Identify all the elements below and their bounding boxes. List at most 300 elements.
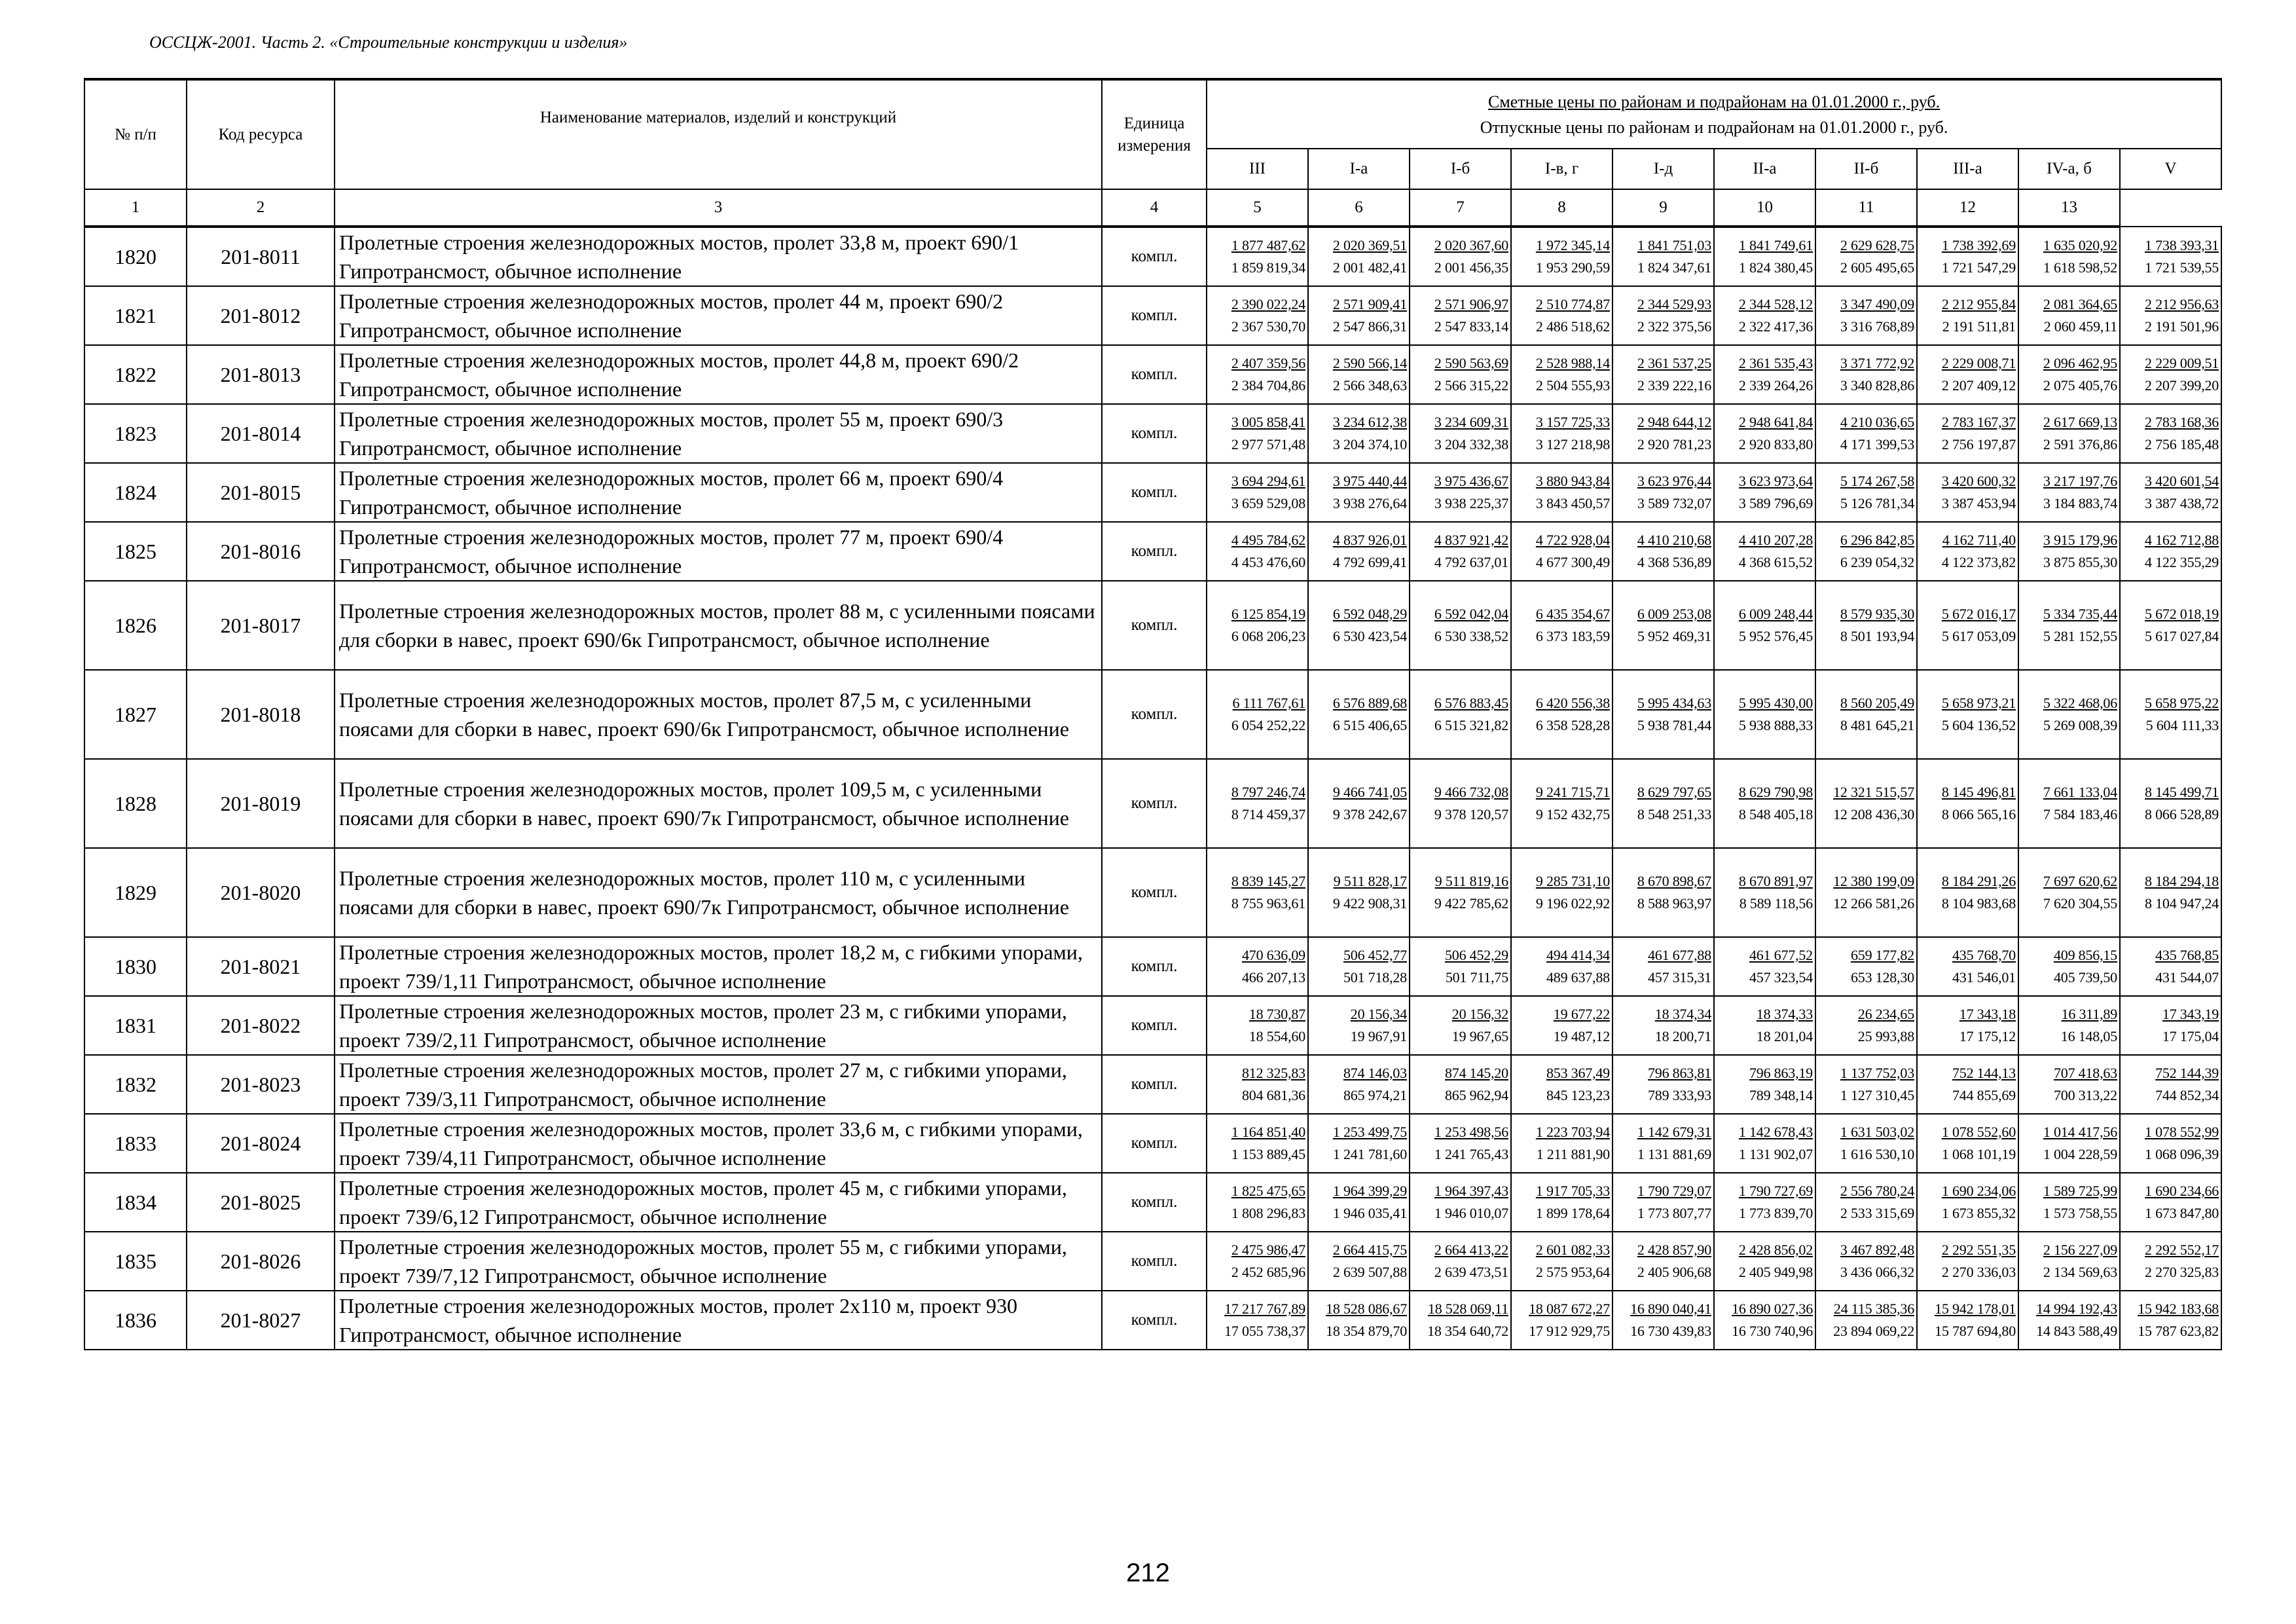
table-row [84, 759, 2221, 848]
release-price: 6 054 252,22 [1231, 717, 1305, 733]
price-cell [1410, 1291, 1511, 1350]
estimate-price: 1 825 475,65 [1231, 1183, 1305, 1199]
release-price: 2 533 315,69 [1840, 1205, 1914, 1221]
release-price: 18 354 640,72 [1427, 1323, 1508, 1339]
release-price: 5 281 152,55 [2043, 628, 2117, 644]
estimate-price: 16 890 040,41 [1630, 1301, 1711, 1317]
header-num: № п/п [84, 79, 187, 189]
price-cell [2120, 286, 2221, 345]
price-cell [1410, 463, 1511, 522]
release-price: 2 452 685,96 [1231, 1264, 1305, 1280]
price-cell [1308, 522, 1410, 581]
estimate-price: 8 629 797,65 [1637, 784, 1711, 800]
release-price: 4 792 637,01 [1434, 554, 1508, 570]
release-price: 3 387 438,72 [2145, 495, 2219, 511]
estimate-price: 1 078 552,60 [1941, 1124, 2016, 1140]
estimate-price: 494 414,34 [1546, 947, 1610, 963]
release-price: 2 566 348,63 [1332, 377, 1407, 394]
estimate-price: 6 592 048,29 [1332, 606, 1407, 622]
unit-of-measure: компл. [1102, 996, 1207, 1055]
release-price: 1 946 035,41 [1332, 1205, 1407, 1221]
release-price: 405 739,50 [2053, 969, 2117, 986]
price-cell [1511, 759, 1613, 848]
estimate-price: 2 664 413,22 [1434, 1242, 1508, 1258]
estimate-price: 9 511 828,17 [1333, 873, 1407, 889]
price-cell [2120, 1055, 2221, 1114]
resource-code: 201-8021 [187, 937, 335, 996]
release-price: 15 787 694,80 [1935, 1323, 2016, 1339]
price-cell [2120, 1291, 2221, 1350]
estimate-price: 14 994 192,43 [2036, 1301, 2117, 1317]
column-number: 11 [1815, 189, 1917, 227]
row-number: 1820 [84, 227, 187, 286]
price-cell [2120, 227, 2221, 286]
estimate-price: 1 078 552,99 [2145, 1124, 2219, 1140]
release-price: 1 824 347,61 [1637, 259, 1711, 276]
table-row [84, 581, 2221, 670]
release-price: 25 993,88 [1857, 1028, 1914, 1044]
price-cell [1410, 1114, 1511, 1173]
release-price: 1 953 290,59 [1535, 259, 1610, 276]
price-cell [1714, 345, 1815, 404]
estimate-price: 3 623 976,44 [1637, 473, 1711, 489]
release-price: 8 548 251,33 [1637, 806, 1711, 822]
estimate-price: 16 890 027,36 [1732, 1301, 1813, 1317]
price-cell [1207, 345, 1308, 404]
unit-of-measure: компл. [1102, 404, 1207, 463]
estimate-price: 2 344 528,12 [1738, 296, 1813, 312]
price-cell [2120, 937, 2221, 996]
estimate-price: 1 253 499,75 [1332, 1124, 1407, 1140]
resource-code: 201-8022 [187, 996, 335, 1055]
release-price: 4 792 699,41 [1332, 554, 1407, 570]
estimate-price: 1 964 397,43 [1434, 1183, 1508, 1199]
release-price: 14 843 588,49 [2036, 1323, 2117, 1339]
header-region: II-а [1714, 149, 1815, 189]
price-cell [1207, 227, 1308, 286]
estimate-price: 3 347 490,09 [1840, 296, 1914, 312]
release-price: 789 348,14 [1749, 1087, 1813, 1103]
estimate-price: 6 576 883,45 [1434, 695, 1508, 711]
item-name: Пролетные строения железнодорожных мостов, пролет 23 м, с гибкими упорами, проект 739/2,11 Гипротрансмост, обычное исполнение [335, 996, 1102, 1055]
item-name: Пролетные строения железнодорожных мостов, пролет 44,8 м, проект 690/2 Гипротрансмост, обычное исполнение [335, 345, 1102, 404]
page-number: 212 [1126, 1559, 1170, 1587]
price-cell [2018, 286, 2120, 345]
row-number: 1835 [84, 1232, 187, 1291]
row-number: 1832 [84, 1055, 187, 1114]
price-cell [1511, 1291, 1613, 1350]
row-number: 1829 [84, 848, 187, 937]
release-price: 4 171 399,53 [1840, 436, 1914, 452]
price-cell [2018, 1173, 2120, 1232]
resource-code: 201-8026 [187, 1232, 335, 1291]
release-price: 2 191 511,81 [1942, 318, 2016, 335]
price-cell [1613, 848, 1714, 937]
item-name: Пролетные строения железнодорожных мостов, пролет 110 м, с усиленными поясами для сборки в навес, проект 690/7к Гипротрансмост, обычное исполнение [335, 848, 1102, 937]
estimate-price: 2 590 566,14 [1332, 355, 1407, 371]
estimate-price: 4 410 210,68 [1637, 532, 1711, 548]
price-cell [2018, 227, 2120, 286]
price-table-container [84, 78, 2221, 1350]
release-price: 6 515 406,65 [1332, 717, 1407, 733]
price-cell [1308, 848, 1410, 937]
estimate-price: 2 664 415,75 [1332, 1242, 1407, 1258]
release-price: 2 207 399,20 [2145, 377, 2219, 394]
release-price: 2 191 501,96 [2145, 318, 2219, 335]
unit-of-measure: компл. [1102, 1291, 1207, 1350]
price-cell [1308, 286, 1410, 345]
header-unit: Единица измерения [1102, 79, 1207, 189]
table-row [84, 1114, 2221, 1173]
price-cell [1815, 759, 1917, 848]
estimate-price: 2 081 364,65 [2043, 296, 2117, 312]
resource-code: 201-8016 [187, 522, 335, 581]
estimate-price: 461 677,52 [1749, 947, 1813, 963]
price-cell [1410, 1232, 1511, 1291]
release-price: 6 515 321,82 [1434, 717, 1508, 733]
release-price: 1 616 530,10 [1840, 1146, 1914, 1162]
estimate-price: 1 631 503,02 [1840, 1124, 1914, 1140]
column-number: 2 [187, 189, 335, 227]
price-cell [2120, 463, 2221, 522]
release-price: 865 974,21 [1343, 1087, 1407, 1103]
row-number: 1822 [84, 345, 187, 404]
estimate-price: 19 677,22 [1553, 1006, 1610, 1022]
header-region: I-д [1613, 149, 1714, 189]
item-name: Пролетные строения железнодорожных мостов, пролет 109,5 м, с усиленными поясами для сборки в навес, проект 690/7к Гипротрансмост, обычное исполнение [335, 759, 1102, 848]
column-number: 8 [1511, 189, 1613, 227]
price-cell [1308, 670, 1410, 759]
price-cell [1613, 1173, 1714, 1232]
price-cell [1917, 463, 2018, 522]
table-row [84, 937, 2221, 996]
price-cell [1308, 404, 1410, 463]
estimate-price: 7 661 133,04 [2043, 784, 2117, 800]
estimate-price: 26 234,65 [1857, 1006, 1914, 1022]
release-price: 8 755 963,61 [1231, 895, 1305, 912]
release-price: 1 824 380,45 [1738, 259, 1813, 276]
estimate-price: 2 475 986,47 [1231, 1242, 1305, 1258]
estimate-price: 5 672 018,19 [2145, 606, 2219, 622]
release-price: 2 384 704,86 [1231, 377, 1305, 394]
estimate-price: 874 146,03 [1343, 1065, 1407, 1081]
release-price: 1 899 178,64 [1535, 1205, 1610, 1221]
price-cell [1308, 227, 1410, 286]
release-price: 12 208 436,30 [1833, 806, 1914, 822]
estimate-price: 2 361 537,25 [1637, 355, 1711, 371]
release-price: 5 938 781,44 [1637, 717, 1711, 733]
unit-of-measure: компл. [1102, 1232, 1207, 1291]
price-cell [1410, 1173, 1511, 1232]
price-cell [1410, 345, 1511, 404]
price-cell [1410, 404, 1511, 463]
estimate-price: 2 590 563,69 [1434, 355, 1508, 371]
release-price: 653 128,30 [1850, 969, 1914, 986]
release-price: 16 730 439,83 [1630, 1323, 1711, 1339]
price-cell [1308, 996, 1410, 1055]
estimate-price: 18 730,87 [1248, 1006, 1305, 1022]
price-cell [1714, 522, 1815, 581]
price-cell [1917, 286, 2018, 345]
estimate-price: 1 841 749,61 [1738, 237, 1813, 253]
price-cell [2120, 848, 2221, 937]
release-price: 18 554,60 [1248, 1028, 1305, 1044]
estimate-price: 2 407 359,56 [1231, 355, 1305, 371]
price-cell [2120, 345, 2221, 404]
price-cell [2018, 996, 2120, 1055]
price-cell [2018, 848, 2120, 937]
item-name: Пролетные строения железнодорожных мостов, пролет 87,5 м, с усиленными поясами для сборки в навес, проект 690/6к Гипротрансмост, обычное исполнение [335, 670, 1102, 759]
estimate-price: 8 629 790,98 [1738, 784, 1813, 800]
estimate-price: 20 156,34 [1350, 1006, 1407, 1022]
estimate-price: 8 670 891,97 [1738, 873, 1813, 889]
estimate-price: 4 495 784,62 [1231, 532, 1305, 548]
price-cell [1917, 937, 2018, 996]
price-cell [1613, 1291, 1714, 1350]
estimate-price: 796 863,19 [1749, 1065, 1813, 1081]
estimate-price: 5 995 434,63 [1637, 695, 1711, 711]
estimate-price: 24 115 385,36 [1833, 1301, 1914, 1317]
table-row [84, 345, 2221, 404]
price-cell [1917, 1173, 2018, 1232]
price-cell [1511, 227, 1613, 286]
header-name: Наименование материалов, изделий и конструкций [335, 79, 1102, 189]
price-cell [1410, 581, 1511, 670]
release-price: 2 322 375,56 [1637, 318, 1711, 335]
estimate-price: 6 420 556,38 [1535, 695, 1610, 711]
estimate-price: 8 670 898,67 [1637, 873, 1711, 889]
estimate-price: 4 722 928,04 [1535, 532, 1610, 548]
price-cell [1714, 404, 1815, 463]
release-price: 2 639 507,88 [1332, 1264, 1407, 1280]
estimate-price: 874 145,20 [1444, 1065, 1508, 1081]
release-price: 2 060 459,11 [2043, 318, 2117, 335]
price-cell [2018, 463, 2120, 522]
column-number: 12 [1917, 189, 2018, 227]
resource-code: 201-8019 [187, 759, 335, 848]
release-price: 6 068 206,23 [1231, 628, 1305, 644]
estimate-price: 1 690 234,06 [1941, 1183, 2016, 1199]
release-price: 5 617 053,09 [1941, 628, 2016, 644]
header-estimate-title: Сметные цены по районам и подрайонам на 01.01.2000 г., руб. [1487, 92, 1941, 111]
estimate-price: 659 177,82 [1850, 947, 1914, 963]
release-price: 457 315,31 [1647, 969, 1711, 986]
release-price: 18 201,04 [1756, 1028, 1813, 1044]
release-price: 3 875 855,30 [2043, 554, 2117, 570]
estimate-price: 1 841 751,03 [1637, 237, 1711, 253]
release-price: 8 501 193,94 [1840, 628, 1914, 644]
price-cell [2018, 345, 2120, 404]
release-price: 9 378 242,67 [1332, 806, 1407, 822]
estimate-price: 2 428 856,02 [1738, 1242, 1813, 1258]
price-cell [1207, 1291, 1308, 1350]
price-cell [1410, 996, 1511, 1055]
estimate-price: 12 380 199,09 [1833, 873, 1914, 889]
price-cell [2018, 759, 2120, 848]
row-number: 1821 [84, 286, 187, 345]
price-cell [1308, 1232, 1410, 1291]
price-cell [1815, 1055, 1917, 1114]
estimate-price: 4 837 926,01 [1332, 532, 1407, 548]
estimate-price: 1 877 487,62 [1231, 237, 1305, 253]
price-cell [2018, 670, 2120, 759]
estimate-price: 5 658 975,22 [2145, 695, 2219, 711]
unit-of-measure: компл. [1102, 937, 1207, 996]
release-price: 2 756 197,87 [1941, 436, 2016, 452]
resource-code: 201-8012 [187, 286, 335, 345]
release-price: 8 588 963,97 [1637, 895, 1711, 912]
price-cell [1815, 848, 1917, 937]
price-cell [1613, 937, 1714, 996]
release-price: 3 204 332,38 [1434, 436, 1508, 452]
release-price: 2 339 264,26 [1738, 377, 1813, 394]
release-price: 744 852,34 [2155, 1087, 2219, 1103]
estimate-price: 2 783 168,36 [2145, 414, 2219, 430]
estimate-price: 2 344 529,93 [1637, 296, 1711, 312]
release-price: 2 339 222,16 [1637, 377, 1711, 394]
release-price: 23 894 069,22 [1833, 1323, 1914, 1339]
price-cell [1714, 670, 1815, 759]
release-price: 1 721 547,29 [1941, 259, 2016, 276]
price-cell [1308, 759, 1410, 848]
price-cell [1917, 670, 2018, 759]
column-number-row [84, 189, 2221, 227]
estimate-price: 3 467 892,48 [1840, 1242, 1914, 1258]
release-price: 2 405 906,68 [1637, 1264, 1711, 1280]
release-price: 2 575 953,64 [1535, 1264, 1610, 1280]
estimate-price: 1 917 705,33 [1535, 1183, 1610, 1199]
price-cell [1815, 1291, 1917, 1350]
price-cell [1410, 227, 1511, 286]
estimate-price: 4 210 036,65 [1840, 414, 1914, 430]
price-cell [1613, 227, 1714, 286]
price-cell [1917, 345, 2018, 404]
estimate-price: 20 156,32 [1451, 1006, 1508, 1022]
estimate-price: 17 217 767,89 [1224, 1301, 1305, 1317]
release-price: 3 316 768,89 [1840, 318, 1914, 335]
release-price: 6 373 183,59 [1535, 628, 1610, 644]
estimate-price: 2 617 669,13 [2043, 414, 2117, 430]
estimate-price: 9 285 731,10 [1535, 873, 1610, 889]
release-price: 1 721 539,55 [2145, 259, 2219, 276]
release-price: 6 358 528,28 [1535, 717, 1610, 733]
price-cell [1714, 848, 1815, 937]
price-cell [1714, 286, 1815, 345]
estimate-price: 853 367,49 [1546, 1065, 1610, 1081]
price-cell [1613, 463, 1714, 522]
estimate-price: 4 837 921,42 [1434, 532, 1508, 548]
release-price: 1 773 807,77 [1637, 1205, 1711, 1221]
row-number: 1834 [84, 1173, 187, 1232]
estimate-price: 3 420 601,54 [2145, 473, 2219, 489]
release-price: 3 204 374,10 [1332, 436, 1407, 452]
estimate-price: 796 863,81 [1647, 1065, 1711, 1081]
release-price: 3 843 450,57 [1535, 495, 1610, 511]
release-price: 16 148,05 [2060, 1028, 2117, 1044]
item-name: Пролетные строения железнодорожных мостов, пролет 33,6 м, с гибкими упорами, проект 739/4,11 Гипротрансмост, обычное исполнение [335, 1114, 1102, 1173]
price-cell [1207, 848, 1308, 937]
estimate-price: 6 111 767,61 [1232, 695, 1305, 711]
price-cell [1613, 1232, 1714, 1291]
column-number: 9 [1613, 189, 1714, 227]
estimate-price: 1 972 345,14 [1535, 237, 1610, 253]
estimate-price: 6 009 253,08 [1637, 606, 1711, 622]
resource-code: 201-8011 [187, 227, 335, 286]
price-cell [1207, 937, 1308, 996]
estimate-price: 9 511 819,16 [1434, 873, 1508, 889]
estimate-price: 3 157 725,33 [1535, 414, 1610, 430]
release-price: 789 333,93 [1647, 1087, 1711, 1103]
estimate-price: 1 223 703,94 [1535, 1124, 1610, 1140]
header-region: III [1207, 149, 1308, 189]
estimate-price: 8 184 291,26 [1941, 873, 2016, 889]
unit-of-measure: компл. [1102, 1173, 1207, 1232]
release-price: 1 573 758,55 [2043, 1205, 2117, 1221]
price-cell [2018, 1291, 2120, 1350]
release-price: 8 104 947,24 [2145, 895, 2219, 912]
resource-code: 201-8024 [187, 1114, 335, 1173]
release-price: 4 453 476,60 [1231, 554, 1305, 570]
estimate-price: 2 361 535,43 [1738, 355, 1813, 371]
price-cell [1714, 937, 1815, 996]
release-price: 5 604 111,33 [2145, 717, 2219, 733]
header-region: II-б [1815, 149, 1917, 189]
release-price: 1 673 855,32 [1941, 1205, 2016, 1221]
column-number: 10 [1714, 189, 1815, 227]
item-name: Пролетные строения железнодорожных мостов, пролет 55 м, проект 690/3 Гипротрансмост, обычное исполнение [335, 404, 1102, 463]
estimate-price: 5 672 016,17 [1941, 606, 2016, 622]
estimate-price: 2 428 857,90 [1637, 1242, 1711, 1258]
release-price: 1 773 839,70 [1738, 1205, 1813, 1221]
estimate-price: 15 942 178,01 [1935, 1301, 2016, 1317]
price-cell [1815, 670, 1917, 759]
price-cell [1207, 522, 1308, 581]
price-cell [1308, 1291, 1410, 1350]
estimate-price: 707 418,63 [2053, 1065, 2117, 1081]
estimate-price: 2 096 462,95 [2043, 355, 2117, 371]
price-cell [1613, 404, 1714, 463]
release-price: 466 207,13 [1241, 969, 1305, 986]
column-number: 5 [1207, 189, 1308, 227]
price-cell [1917, 1055, 2018, 1114]
release-price: 6 530 338,52 [1434, 628, 1508, 644]
resource-code: 201-8023 [187, 1055, 335, 1114]
release-price: 1 673 847,80 [2145, 1205, 2219, 1221]
price-cell [1714, 581, 1815, 670]
price-cell [1714, 227, 1815, 286]
price-cell [1613, 670, 1714, 759]
release-price: 1 859 819,34 [1231, 259, 1305, 276]
price-cell [1714, 1114, 1815, 1173]
estimate-price: 3 975 436,67 [1434, 473, 1508, 489]
release-price: 1 618 598,52 [2043, 259, 2117, 276]
item-name: Пролетные строения железнодорожных мостов, пролет 18,2 м, с гибкими упорами, проект 739/1,11 Гипротрансмост, обычное исполнение [335, 937, 1102, 996]
release-price: 2 270 325,83 [2145, 1264, 2219, 1280]
release-price: 3 938 225,37 [1434, 495, 1508, 511]
release-price: 18 354 879,70 [1326, 1323, 1407, 1339]
unit-of-measure: компл. [1102, 1055, 1207, 1114]
estimate-price: 2 601 082,33 [1535, 1242, 1610, 1258]
price-cell [1917, 1114, 2018, 1173]
estimate-price: 3 217 197,76 [2043, 473, 2117, 489]
price-cell [1815, 404, 1917, 463]
price-cell [1714, 1232, 1815, 1291]
release-price: 3 938 276,64 [1332, 495, 1407, 511]
estimate-price: 506 452,29 [1444, 947, 1508, 963]
estimate-price: 2 948 641,84 [1738, 414, 1813, 430]
estimate-price: 3 371 772,92 [1840, 355, 1914, 371]
estimate-price: 3 234 612,38 [1332, 414, 1407, 430]
